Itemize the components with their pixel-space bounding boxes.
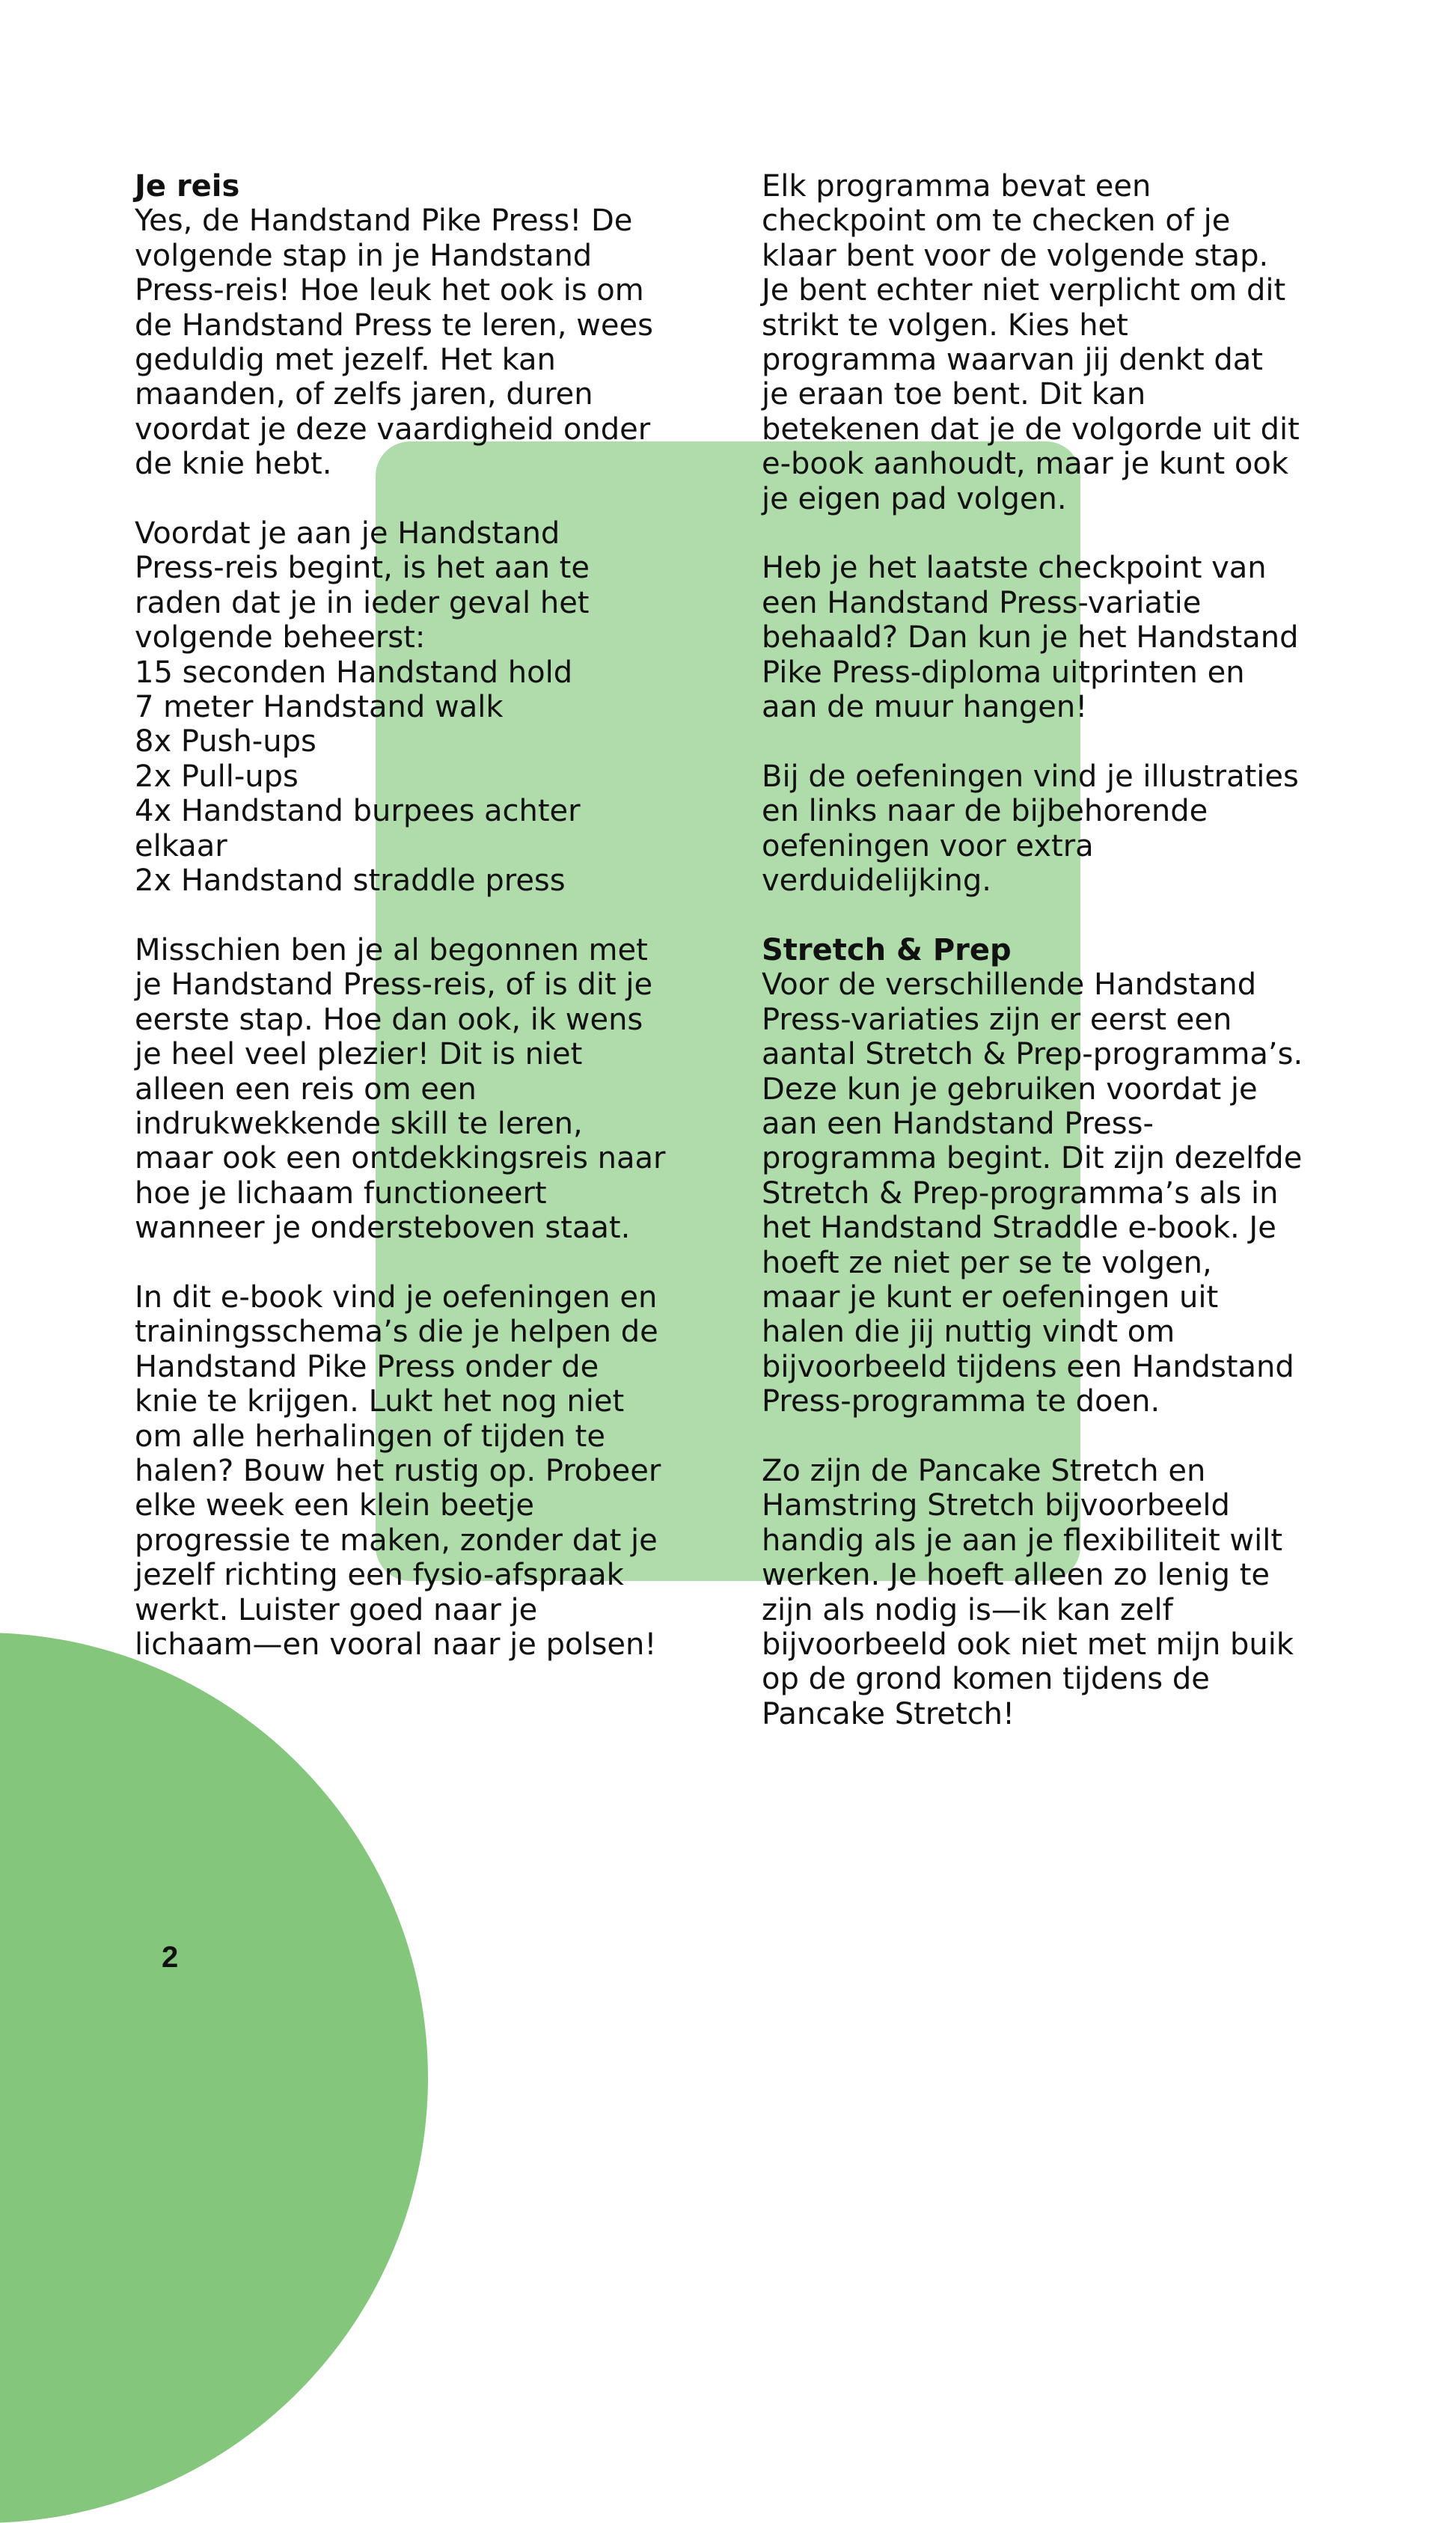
text-line: maanden, of zelfs jaren, duren (135, 377, 593, 412)
text-line: wanneer je ondersteboven staat. (135, 1211, 631, 1246)
text-line: aantal Stretch & Prep-programma’s. (762, 1037, 1303, 1072)
text-line: maar je kunt er oefeningen uit (762, 1279, 1219, 1315)
text-line: progressie te maken, zonder dat je (135, 1523, 658, 1558)
paragraph-requirements (135, 516, 733, 898)
text-line: checkpoint om te checken of je (762, 204, 1231, 239)
text-line: Misschien ben je al begonnen met (135, 932, 648, 967)
text-line: Hamstring Stretch bijvoorbeeld (762, 1488, 1230, 1523)
text-line: Pike Press-diploma uitprinten en (762, 655, 1245, 690)
text-line: Bij de oefeningen vind je illustraties (762, 759, 1299, 794)
text-line: om alle herhalingen of tijden te (135, 1419, 605, 1454)
text-line: Stretch & Prep-programma’s als in (762, 1175, 1279, 1211)
text-line: Elk programma bevat een (762, 169, 1151, 204)
text-line: je Handstand Press-reis, of is dit je (135, 967, 653, 1003)
text-line: Yes, de Handstand Pike Press! De (135, 204, 633, 239)
text-line: halen die jij nuttig vindt om (762, 1315, 1175, 1350)
paragraph-checkpoints (762, 169, 1360, 516)
text-line: handig als je aan je flexibiliteit wilt (762, 1523, 1283, 1558)
text-line: jezelf richting een fysio-afspraak (135, 1558, 624, 1593)
text-line: knie te krijgen. Lukt het nog niet (135, 1384, 625, 1419)
text-line: werken. Je hoeft alleen zo lenig te (762, 1558, 1270, 1593)
text-line: Press-programma te doen. (762, 1384, 1160, 1419)
text-line: aan een Handstand Press- (762, 1106, 1154, 1141)
heading-stretch-prep: Stretch & Prep (762, 932, 1012, 967)
requirement-item: elkaar (135, 828, 227, 863)
text-line: betekenen dat je de volgorde uit dit (762, 412, 1300, 447)
text-line: lichaam—en vooral naar je polsen! (135, 1627, 657, 1663)
requirement-item: 15 seconden Handstand hold (135, 655, 573, 690)
text-line: oefeningen voor extra (762, 828, 1094, 863)
text-line: werkt. Luister goed naar je (135, 1592, 538, 1627)
paragraph-diploma (762, 551, 1360, 724)
text-line: elke week een klein beetje (135, 1488, 534, 1523)
text-line: aan de muur hangen! (762, 690, 1088, 725)
text-line: trainingsschema’s die je helpen de (135, 1315, 658, 1350)
paragraph-pancake-stretch (762, 1454, 1360, 1731)
text-line: Voordat je aan je Handstand (135, 516, 560, 551)
requirement-item: 2x Pull-ups (135, 759, 299, 794)
text-line: geduldig met jezelf. Het kan (135, 343, 556, 378)
text-line: halen? Bouw het rustig op. Probeer (135, 1453, 661, 1488)
text-line: e-book aanhoudt, maar je kunt ook (762, 447, 1289, 482)
text-line: Zo zijn de Pancake Stretch en (762, 1453, 1206, 1488)
paragraph-ebook-content (135, 1280, 733, 1662)
text-line: zijn als nodig is—ik kan zelf (762, 1592, 1173, 1627)
text-line: Pancake Stretch! (762, 1696, 1015, 1731)
page-number: 2 (162, 1941, 179, 1974)
section-stretch-prep (762, 933, 1360, 1419)
text-line: je heel veel plezier! Dit is niet (135, 1037, 583, 1072)
text-line: volgende beheerst: (135, 620, 426, 655)
text-line: klaar bent voor de volgende stap. (762, 238, 1269, 273)
heading-je-reis: Je reis (135, 169, 240, 204)
text-line: de Handstand Press te leren, wees (135, 308, 653, 343)
text-line: In dit e-book vind je oefeningen en (135, 1279, 658, 1315)
text-line: behaald? Dan kun je het Handstand (762, 620, 1299, 655)
text-line: hoeft ze niet per se te volgen, (762, 1245, 1212, 1280)
text-line: op de grond komen tijdens de (762, 1662, 1210, 1697)
text-line: voordat je deze vaardigheid onder (135, 412, 651, 447)
requirement-item: 7 meter Handstand walk (135, 690, 504, 725)
text-line: bijvoorbeeld ook niet met mijn buik (762, 1627, 1294, 1662)
text-line: en links naar de bijbehorende (762, 794, 1208, 829)
text-line: het Handstand Straddle e-book. Je (762, 1211, 1276, 1246)
text-line: indrukwekkende skill te leren, (135, 1106, 583, 1141)
text-line: de knie hebt. (135, 447, 332, 482)
requirement-item: 4x Handstand burpees achter (135, 794, 581, 829)
right-column (762, 169, 1360, 1767)
text-line: Deze kun je gebruiken voordat je (762, 1071, 1258, 1107)
paragraph-illustrations (762, 759, 1360, 899)
text-line: Voor de verschillende Handstand (762, 967, 1257, 1003)
text-line: je eraan toe bent. Dit kan (762, 377, 1146, 412)
text-line: Press-variaties zijn er eerst een (762, 1002, 1232, 1037)
text-line: programma begint. Dit zijn dezelfde (762, 1141, 1303, 1176)
text-line: volgende stap in je Handstand (135, 238, 593, 273)
text-line: Press-reis begint, is het aan te (135, 551, 590, 586)
text-line: hoe je lichaam functioneert (135, 1175, 547, 1211)
text-line: verduidelijking. (762, 863, 991, 899)
text-line: Handstand Pike Press onder de (135, 1349, 599, 1384)
section-je-reis-intro (135, 169, 733, 482)
text-line: eerste stap. Hoe dan ook, ik wens (135, 1002, 643, 1037)
text-line: bijvoorbeeld tijdens een Handstand (762, 1349, 1294, 1384)
text-line: maar ook een ontdekkingsreis naar (135, 1141, 666, 1176)
text-line: Heb je het laatste checkpoint van (762, 551, 1267, 586)
text-line: programma waarvan jij denkt dat (762, 343, 1263, 378)
text-line: raden dat je in ieder geval het (135, 585, 590, 620)
text-line: Je bent echter niet verplicht om dit (762, 273, 1286, 308)
text-line: strikt te volgen. Kies het (762, 308, 1128, 343)
green-circle-decoration (0, 1633, 428, 2523)
text-line: Press-reis! Hoe leuk het ook is om (135, 273, 644, 308)
text-line: je eigen pad volgen. (762, 481, 1067, 516)
text-line: alleen een reis om een (135, 1071, 477, 1107)
requirement-item: 2x Handstand straddle press (135, 863, 566, 899)
requirement-item: 8x Push-ups (135, 724, 316, 759)
text-line: een Handstand Press-variatie (762, 585, 1202, 620)
left-column (135, 169, 733, 1697)
paragraph-journey (135, 933, 733, 1246)
